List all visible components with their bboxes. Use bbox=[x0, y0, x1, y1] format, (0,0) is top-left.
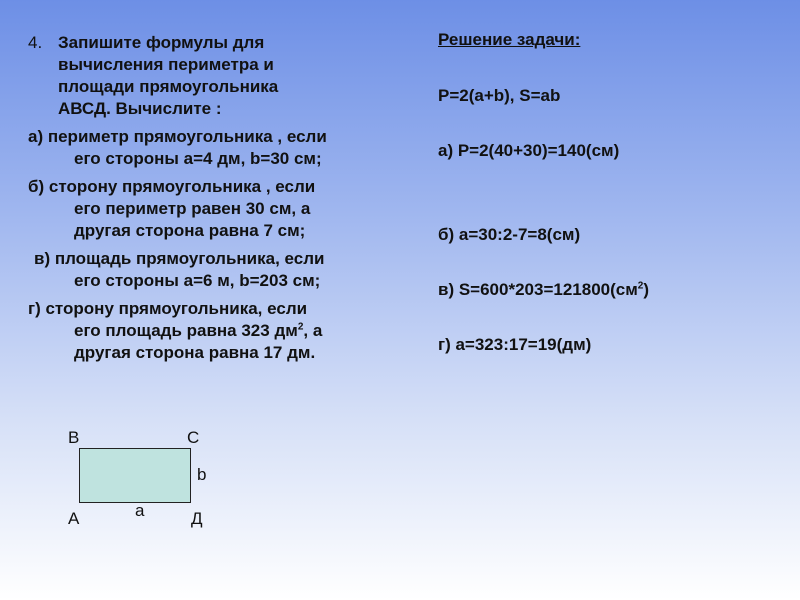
rectangle-shape bbox=[79, 448, 191, 503]
side-label-a: а bbox=[135, 501, 145, 520]
solution-title: Решение задачи: bbox=[438, 30, 581, 49]
task-block bbox=[28, 32, 408, 364]
task-item-v: в) площадь прямоугольника, если его стороны а=6 м, b=203 см; bbox=[34, 249, 325, 290]
task-item-a: а) периметр прямоугольника , если его стороны а=4 дм, b=30 см; bbox=[28, 127, 327, 168]
solution-a: а) P=2(40+30)=140(см) bbox=[438, 141, 620, 160]
task-item-g: г) сторону прямоугольника, если его площадь равна 323 $дм^2$, а другая сторона равна 17 дм. bbox=[28, 299, 323, 362]
heading-line: АВСД. Вычислите : bbox=[58, 99, 222, 118]
rectangle-diagram bbox=[60, 425, 240, 535]
heading-line: Запишите формулы для bbox=[58, 33, 265, 52]
solution-block bbox=[438, 30, 778, 354]
solution-g: г) а=323:17=19(дм) bbox=[438, 335, 592, 354]
vertex-label-b: В bbox=[68, 428, 80, 447]
task-heading bbox=[28, 32, 408, 120]
task-item-b: б) сторону прямоугольника , если его периметр равен 30 см, а другая сторона равна 7 см; bbox=[28, 177, 316, 240]
side-label-b: b bbox=[197, 465, 207, 484]
solution-formulas: P=2(a+b), S=ab bbox=[438, 86, 561, 105]
vertex-label-c: С bbox=[187, 428, 200, 447]
solution-b: б) а=30:2-7=8(см) bbox=[438, 225, 581, 244]
task-number: 4. bbox=[28, 33, 43, 52]
heading-line: площади прямоугольника bbox=[58, 77, 279, 96]
vertex-label-d: Д bbox=[191, 509, 203, 528]
vertex-label-a: А bbox=[68, 509, 80, 528]
solution-v: в) $S=600*203=121800(см^2)$ bbox=[438, 280, 650, 299]
heading-line: вычисления периметра и bbox=[58, 55, 274, 74]
